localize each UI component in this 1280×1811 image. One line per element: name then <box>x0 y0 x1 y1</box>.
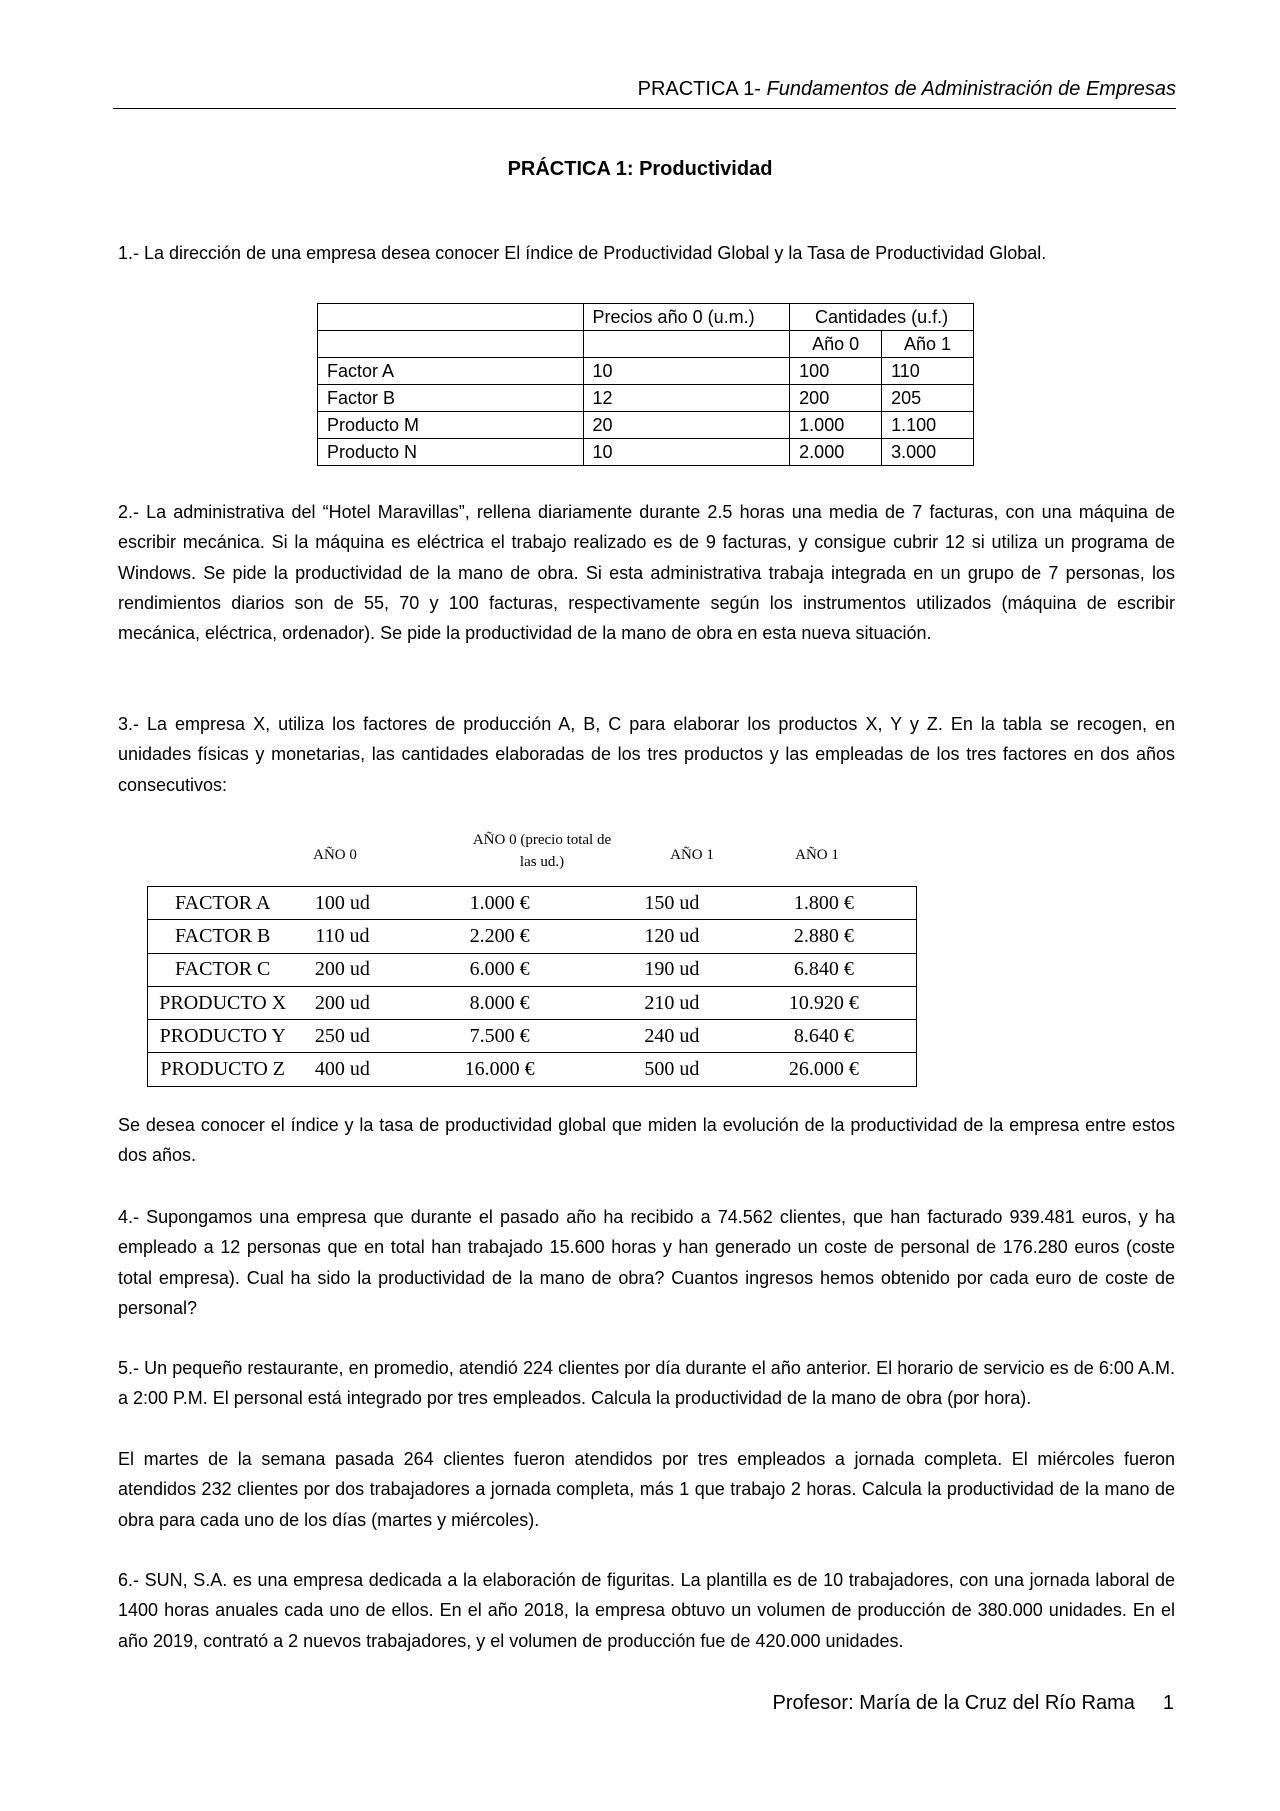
row-units-year1: 240 ud <box>612 1020 732 1053</box>
row-units-year0: 100 ud <box>297 887 387 920</box>
exercise-1-text: 1.- La dirección de una empresa desea conocer El índice de Productividad Global y la Tasa de Productividad Global. <box>118 243 1047 263</box>
row-value-year0: 16.000 € <box>387 1053 612 1086</box>
row-q0: 100 <box>790 358 882 385</box>
row-q0: 1.000 <box>790 412 882 439</box>
row-q1: 110 <box>882 358 974 385</box>
row-value-year1: 26.000 € <box>732 1053 917 1086</box>
row-units-year1: 210 ud <box>612 986 732 1019</box>
row-units-year0: 110 ud <box>297 920 387 953</box>
row-label: Producto M <box>318 412 584 439</box>
row-price: 10 <box>583 358 790 385</box>
row-units-year1: 190 ud <box>612 953 732 986</box>
row-units-year1: 150 ud <box>612 887 732 920</box>
row-units-year0: 400 ud <box>297 1053 387 1086</box>
table-row <box>148 887 917 920</box>
row-label: Producto N <box>318 439 584 466</box>
header-year1: Año 1 <box>882 331 974 358</box>
header-year0-price-line1: AÑO 0 (precio total de <box>472 832 612 848</box>
row-label: Factor B <box>318 385 584 412</box>
row-label: Factor A <box>318 358 584 385</box>
row-value-year1: 2.880 € <box>732 920 917 953</box>
header-quantities: Cantidades (u.f.) <box>790 304 974 331</box>
header-subtitle: Fundamentos de Administración de Empresas <box>766 78 1176 100</box>
row-q1: 3.000 <box>882 439 974 466</box>
row-price: 20 <box>583 412 790 439</box>
header-year1-price: AÑO 1 <box>795 847 839 863</box>
exercise-5-followup: El martes de la semana pasada 264 clientes fueron atendidos por tres empleados a jornada completa. El miércoles fueron atendidos 232 clientes por dos trabajadores a jornada completa, más 1 que trabajo 2 horas. Calcula la productividad de la mano de obra para cada uno de los días (martes y miércoles). <box>118 1449 1175 1530</box>
table-header-row <box>318 304 974 331</box>
row-price: 10 <box>583 439 790 466</box>
table-productivity-factors <box>317 303 974 466</box>
table-row <box>148 986 917 1019</box>
page-header <box>113 78 1176 109</box>
table-row <box>318 439 974 466</box>
row-label: PRODUCTO Z <box>148 1053 298 1086</box>
exercise-3-question: Se desea conocer el índice y la tasa de productividad global que miden la evolución de la productividad de la empresa entre estos dos años. <box>118 1115 1175 1166</box>
document-title: PRÁCTICA 1: Productividad <box>507 158 773 180</box>
page-number: 1 <box>1162 1692 1174 1714</box>
row-value-year0: 2.200 € <box>387 920 612 953</box>
row-label: PRODUCTO X <box>148 986 298 1019</box>
exercise-4-text: 4.- Supongamos una empresa que durante el pasado año ha recibido a 74.562 clientes, que han facturado 939.481 euros, y ha empleado a 12 personas que en total han trabajado 15.600 horas y han generado un coste de personal de 176.280 euros (coste total empresa). Cual ha sido la productividad de la mano de obra? Cuantos ingresos hemos obtenido por cada euro de coste de personal? <box>118 1207 1175 1318</box>
row-value-year0: 6.000 € <box>387 953 612 986</box>
row-q1: 205 <box>882 385 974 412</box>
row-label: FACTOR C <box>148 953 298 986</box>
row-value-year1: 6.840 € <box>732 953 917 986</box>
footer-author: Profesor: María de la Cruz del Río Rama <box>772 1692 1135 1714</box>
table-row <box>148 920 917 953</box>
table-row <box>148 1053 917 1086</box>
header-prefix: PRACTICA 1- <box>637 78 761 100</box>
row-units-year0: 200 ud <box>297 986 387 1019</box>
row-q0: 2.000 <box>790 439 882 466</box>
row-value-year0: 7.500 € <box>387 1020 612 1053</box>
header-text <box>638 78 1176 101</box>
table-subheader-row <box>318 331 974 358</box>
row-label: FACTOR A <box>148 887 298 920</box>
header-year1-units: AÑO 1 <box>670 847 714 863</box>
table-row <box>318 412 974 439</box>
row-label: FACTOR B <box>148 920 298 953</box>
exercise-3-text: 3.- La empresa X, utiliza los factores de producción A, B, C para elaborar los productos X, Y y Z. En la tabla se recogen, en unidades físicas y monetarias, las cantidades elaboradas de los tres productos y las empleadas de los tres factores en dos años consecutivos: <box>118 714 1175 795</box>
row-price: 12 <box>583 385 790 412</box>
header-year0: Año 0 <box>790 331 882 358</box>
row-q0: 200 <box>790 385 882 412</box>
table-2-header <box>147 825 917 885</box>
row-value-year0: 1.000 € <box>387 887 612 920</box>
table-row <box>318 385 974 412</box>
header-prices: Precios año 0 (u.m.) <box>583 304 790 331</box>
row-value-year1: 10.920 € <box>732 986 917 1019</box>
row-label: PRODUCTO Y <box>148 1020 298 1053</box>
row-units-year0: 200 ud <box>297 953 387 986</box>
row-units-year1: 120 ud <box>612 920 732 953</box>
table-factors-products <box>147 886 917 1087</box>
exercise-6-text: 6.- SUN, S.A. es una empresa dedicada a la elaboración de figuritas. La plantilla es de 10 trabajadores, con una jornada laboral de 1400 horas anuales cada uno de ellos. En el año 2018, la empresa obtuvo un volumen de producción de 380.000 unidades. En el año 2019, contrató a 2 nuevos trabajadores, y el volumen de producción fue de 420.000 unidades. <box>118 1570 1175 1651</box>
exercise-5-text: 5.- Un pequeño restaurante, en promedio, atendió 224 clientes por día durante el año anterior. El horario de servicio es de 6:00 A.M. a 2:00 P.M. El personal está integrado por tres empleados. Calcula la productividad de la mano de obra (por hora). <box>118 1358 1175 1409</box>
header-year0-units: AÑO 0 <box>313 847 357 863</box>
row-units-year0: 250 ud <box>297 1020 387 1053</box>
row-value-year1: 1.800 € <box>732 887 917 920</box>
header-year0-price-line2: las ud.) <box>519 854 565 870</box>
row-q1: 1.100 <box>882 412 974 439</box>
table-row <box>148 1020 917 1053</box>
page-footer <box>773 1692 1175 1715</box>
table-row <box>148 953 917 986</box>
row-units-year1: 500 ud <box>612 1053 732 1086</box>
table-row <box>318 358 974 385</box>
exercise-2-text: 2.- La administrativa del “Hotel Maravillas”, rellena diariamente durante 2.5 horas una media de 7 facturas, con una máquina de escribir mecánica. Si la máquina es eléctrica el trabajo realizado es de 9 facturas, y consigue cubrir 12 si utiliza un programa de Windows. Se pide la productividad de la mano de obra. Si esta administrativa trabaja integrada en un grupo de 7 personas, los rendimientos diarios son de 55, 70 y 100 facturas, respectivamente según los instrumentos utilizados (máquina de escribir mecánica, eléctrica, ordenador). Se pide la productividad de la mano de obra en esta nueva situación. <box>118 502 1175 644</box>
row-value-year1: 8.640 € <box>732 1020 917 1053</box>
row-value-year0: 8.000 € <box>387 986 612 1019</box>
